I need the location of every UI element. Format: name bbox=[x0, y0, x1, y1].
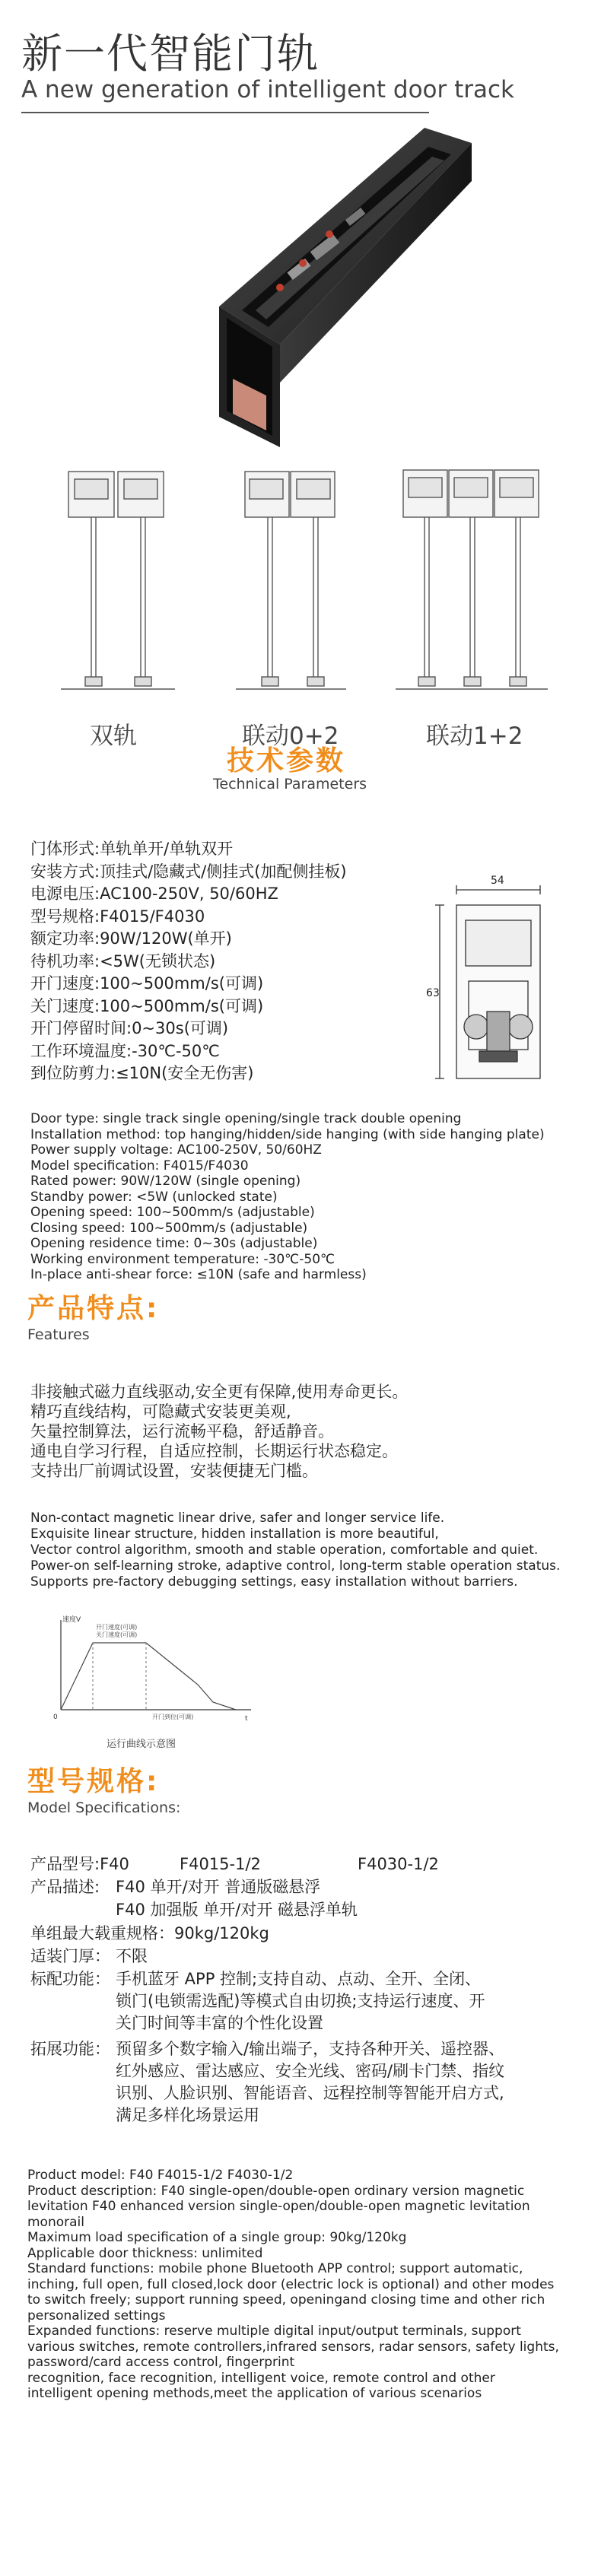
dim-width-label: 54 bbox=[491, 875, 504, 887]
curve-origin: 0 bbox=[53, 1714, 58, 1721]
curve-legend-close: 关门速度(可调) bbox=[96, 1631, 138, 1638]
models-title: 型号规格: bbox=[27, 1766, 160, 1797]
spec-line-en: levitation F40 enhanced version single-open/double-open magnetic levitation bbox=[27, 2199, 530, 2214]
spec-line-en: password/card access control, fingerprint bbox=[27, 2355, 295, 2370]
track-config-diagrams bbox=[46, 456, 578, 707]
page-subtitle: A new generation of intelligent door track bbox=[21, 76, 515, 103]
desc-label: 产品描述: bbox=[30, 1878, 100, 1896]
speed-curve-diagram bbox=[46, 1612, 259, 1726]
param-line: 待机功率:<5W(无锁状态) bbox=[30, 951, 216, 970]
model-variant-1: F4015-1/2 bbox=[180, 1855, 261, 1873]
model-specs-en bbox=[27, 2168, 559, 2402]
ext-func-line: 红外感应、雷达感应、安全光线、密码/刷卡门禁、指纹 bbox=[116, 2062, 505, 2080]
spec-line-en: recognition, face recognition, intelligent voice, remote control and other bbox=[27, 2370, 495, 2386]
spec-line-en: inching, full open, full closed,lock door (electric lock is optional) and other modes bbox=[27, 2276, 555, 2292]
load-spec: 单组最大载重规格：90kg/120kg bbox=[30, 1924, 269, 1942]
std-func-lines bbox=[116, 1968, 485, 2034]
feature-item: 非接触式磁力直线驱动,安全更有保障,使用寿命更长。 bbox=[30, 1383, 409, 1401]
features-subtitle: Features bbox=[27, 1326, 90, 1343]
param-line: 型号规格:F4015/F4030 bbox=[30, 907, 205, 926]
param-line-en: Power supply voltage: AC100-250V, 50/60HZ bbox=[30, 1142, 322, 1158]
diagram-label-0plus2: 联动0+2 bbox=[242, 723, 339, 750]
tech-title: 技术参数 bbox=[227, 745, 346, 777]
tech-subtitle: Technical Parameters bbox=[213, 776, 367, 792]
features-list-en bbox=[30, 1510, 560, 1590]
param-line-en: Standby power: <5W (unlocked state) bbox=[30, 1189, 278, 1205]
features-title: 产品特点: bbox=[27, 1293, 160, 1324]
param-line-en: Closing speed: 100~500mm/s (adjustable) bbox=[30, 1220, 308, 1236]
thickness-value: 不限 bbox=[116, 1947, 148, 1965]
models-subtitle: Model Specifications: bbox=[27, 1799, 181, 1816]
cross-section-drawing bbox=[426, 875, 578, 1095]
dim-height-label: 63 bbox=[426, 987, 440, 999]
param-line: 工作环境温度:-30℃-50℃ bbox=[30, 1041, 220, 1060]
tech-params-en bbox=[30, 1111, 545, 1283]
feature-item-en: Power-on self-learning stroke, adaptive control, long-term stable operation status. bbox=[30, 1558, 561, 1574]
ext-func-label: 拓展功能： bbox=[30, 2040, 110, 2058]
param-line: 电源电压:AC100-250V, 50/60HZ bbox=[30, 885, 278, 903]
feature-item-en: Supports pre-factory debugging settings, easy installation without barriers. bbox=[30, 1574, 518, 1590]
feature-item: 支持出厂前调试设置，安装便捷无门槛。 bbox=[30, 1462, 318, 1480]
curve-note: 开门到位(可调) bbox=[152, 1714, 194, 1720]
curve-legend-open: 开门速度(可调) bbox=[96, 1624, 138, 1631]
ext-func-line: 满足多样化场景运用 bbox=[116, 2106, 259, 2124]
title-divider bbox=[21, 112, 429, 113]
std-func-line: 锁门(电锁需选配)等模式自由切换;支持运行速度、开 bbox=[116, 1992, 485, 2010]
param-line: 门体形式:单轨单开/单轨双开 bbox=[30, 840, 234, 858]
param-line: 关门速度:100~500mm/s(可调) bbox=[30, 996, 264, 1015]
param-line-en: Rated power: 90W/120W (single opening) bbox=[30, 1174, 301, 1189]
param-line-en: Working environment temperature: -30℃-50℃ bbox=[30, 1251, 335, 1267]
tech-params-cn bbox=[30, 838, 347, 1085]
spec-line-en: personalized settings bbox=[27, 2308, 166, 2323]
std-func-line: 手机蓝牙 APP 控制;支持自动、点动、全开、全闭、 bbox=[116, 1970, 482, 1988]
param-line: 到位防剪力:≤10N(安全无伤害) bbox=[30, 1064, 254, 1082]
desc-line-1: F40 单开/对开 普通版磁悬浮 bbox=[116, 1878, 321, 1896]
param-line-en: In-place anti-shear force: ≤10N (safe and harmless) bbox=[30, 1267, 367, 1282]
page-title: 新一代智能门轨 bbox=[21, 30, 320, 78]
spec-line-en: Applicable door thickness: unlimited bbox=[27, 2245, 263, 2261]
spec-line-en: Expanded functions: reserve multiple digital input/output terminals, support bbox=[27, 2323, 521, 2339]
feature-item-en: Exquisite linear structure, hidden installation is more beautiful, bbox=[30, 1526, 439, 1542]
param-line: 额定功率:90W/120W(单开) bbox=[30, 929, 232, 948]
param-line-en: Opening speed: 100~500mm/s (adjustable) bbox=[30, 1205, 315, 1220]
model-label: 产品型号:F40 bbox=[30, 1855, 129, 1873]
thickness-label: 适装门厚： bbox=[30, 1947, 110, 1965]
feature-item-en: Vector control algorithm, smooth and stable operation, comfortable and quiet. bbox=[30, 1542, 539, 1558]
spec-line-en: Standard functions: mobile phone Bluetooth APP control; support automatic, bbox=[27, 2261, 523, 2276]
curve-caption: 运行曲线示意图 bbox=[107, 1739, 176, 1750]
feature-item-en: Non-contact magnetic linear drive, safer and longer service life. bbox=[30, 1510, 445, 1526]
param-line: 开门停留时间:0~30s(可调) bbox=[30, 1019, 229, 1037]
door-track-render bbox=[196, 128, 472, 447]
feature-item: 通电自学习行程，自适应控制，长期运行状态稳定。 bbox=[30, 1442, 398, 1460]
spec-line-en: intelligent opening methods,meet the application of various scenarios bbox=[27, 2386, 482, 2401]
features-list-cn bbox=[30, 1382, 408, 1481]
param-line: 安装方式:顶挂式/隐藏式/侧挂式(加配侧挂板) bbox=[30, 862, 347, 881]
curve-axis-v: 速度V bbox=[62, 1616, 81, 1624]
diagram-label-1plus2: 联动1+2 bbox=[426, 723, 523, 750]
param-line: 开门速度:100~500mm/s(可调) bbox=[30, 974, 264, 993]
std-func-line: 关门时间等丰富的个性化设置 bbox=[116, 2014, 323, 2032]
feature-item: 精巧直线结构，可隐藏式安装更美观, bbox=[30, 1402, 291, 1421]
ext-func-line: 识别、人脸识别、智能语音、远程控制等智能开启方式, bbox=[116, 2084, 504, 2102]
desc-line-2: F40 加强版 单开/对开 磁悬浮单轨 bbox=[116, 1901, 358, 1919]
param-line-en: Model specification: F4015/F4030 bbox=[30, 1158, 249, 1174]
spec-line-en: Product description: F40 single-open/double-open ordinary version magnetic bbox=[27, 2183, 525, 2199]
spec-line-en: Product model: F40 F4015-1/2 F4030-1/2 bbox=[27, 2168, 294, 2183]
ext-func-lines bbox=[116, 2038, 504, 2127]
spec-line-en: Maximum load specification of a single group: 90kg/120kg bbox=[27, 2230, 407, 2245]
spec-line-en: to switch freely; support running speed, openingand closing time and other rich bbox=[27, 2292, 545, 2308]
std-func-label: 标配功能： bbox=[30, 1970, 110, 1988]
spec-line-en: various switches, remote controllers,infrared sensors, radar sensors, safety lights, bbox=[27, 2339, 559, 2355]
ext-func-line: 预留多个数字输入/输出端子，支持各种开关、遥控器、 bbox=[116, 2040, 505, 2058]
curve-axis-t: t bbox=[245, 1715, 248, 1723]
model-variant-2: F4030-1/2 bbox=[358, 1855, 439, 1873]
param-line-en: Door type: single track single opening/single track double opening bbox=[30, 1111, 462, 1126]
diagram-label-double: 双轨 bbox=[90, 723, 137, 750]
param-line-en: Installation method: top hanging/hidden/side hanging (with side hanging plate) bbox=[30, 1126, 545, 1142]
param-line-en: Opening residence time: 0~30s (adjustable) bbox=[30, 1236, 318, 1251]
feature-item: 矢量控制算法，运行流畅平稳，舒适静音。 bbox=[30, 1422, 334, 1440]
spec-line-en: monorail bbox=[27, 2214, 84, 2230]
